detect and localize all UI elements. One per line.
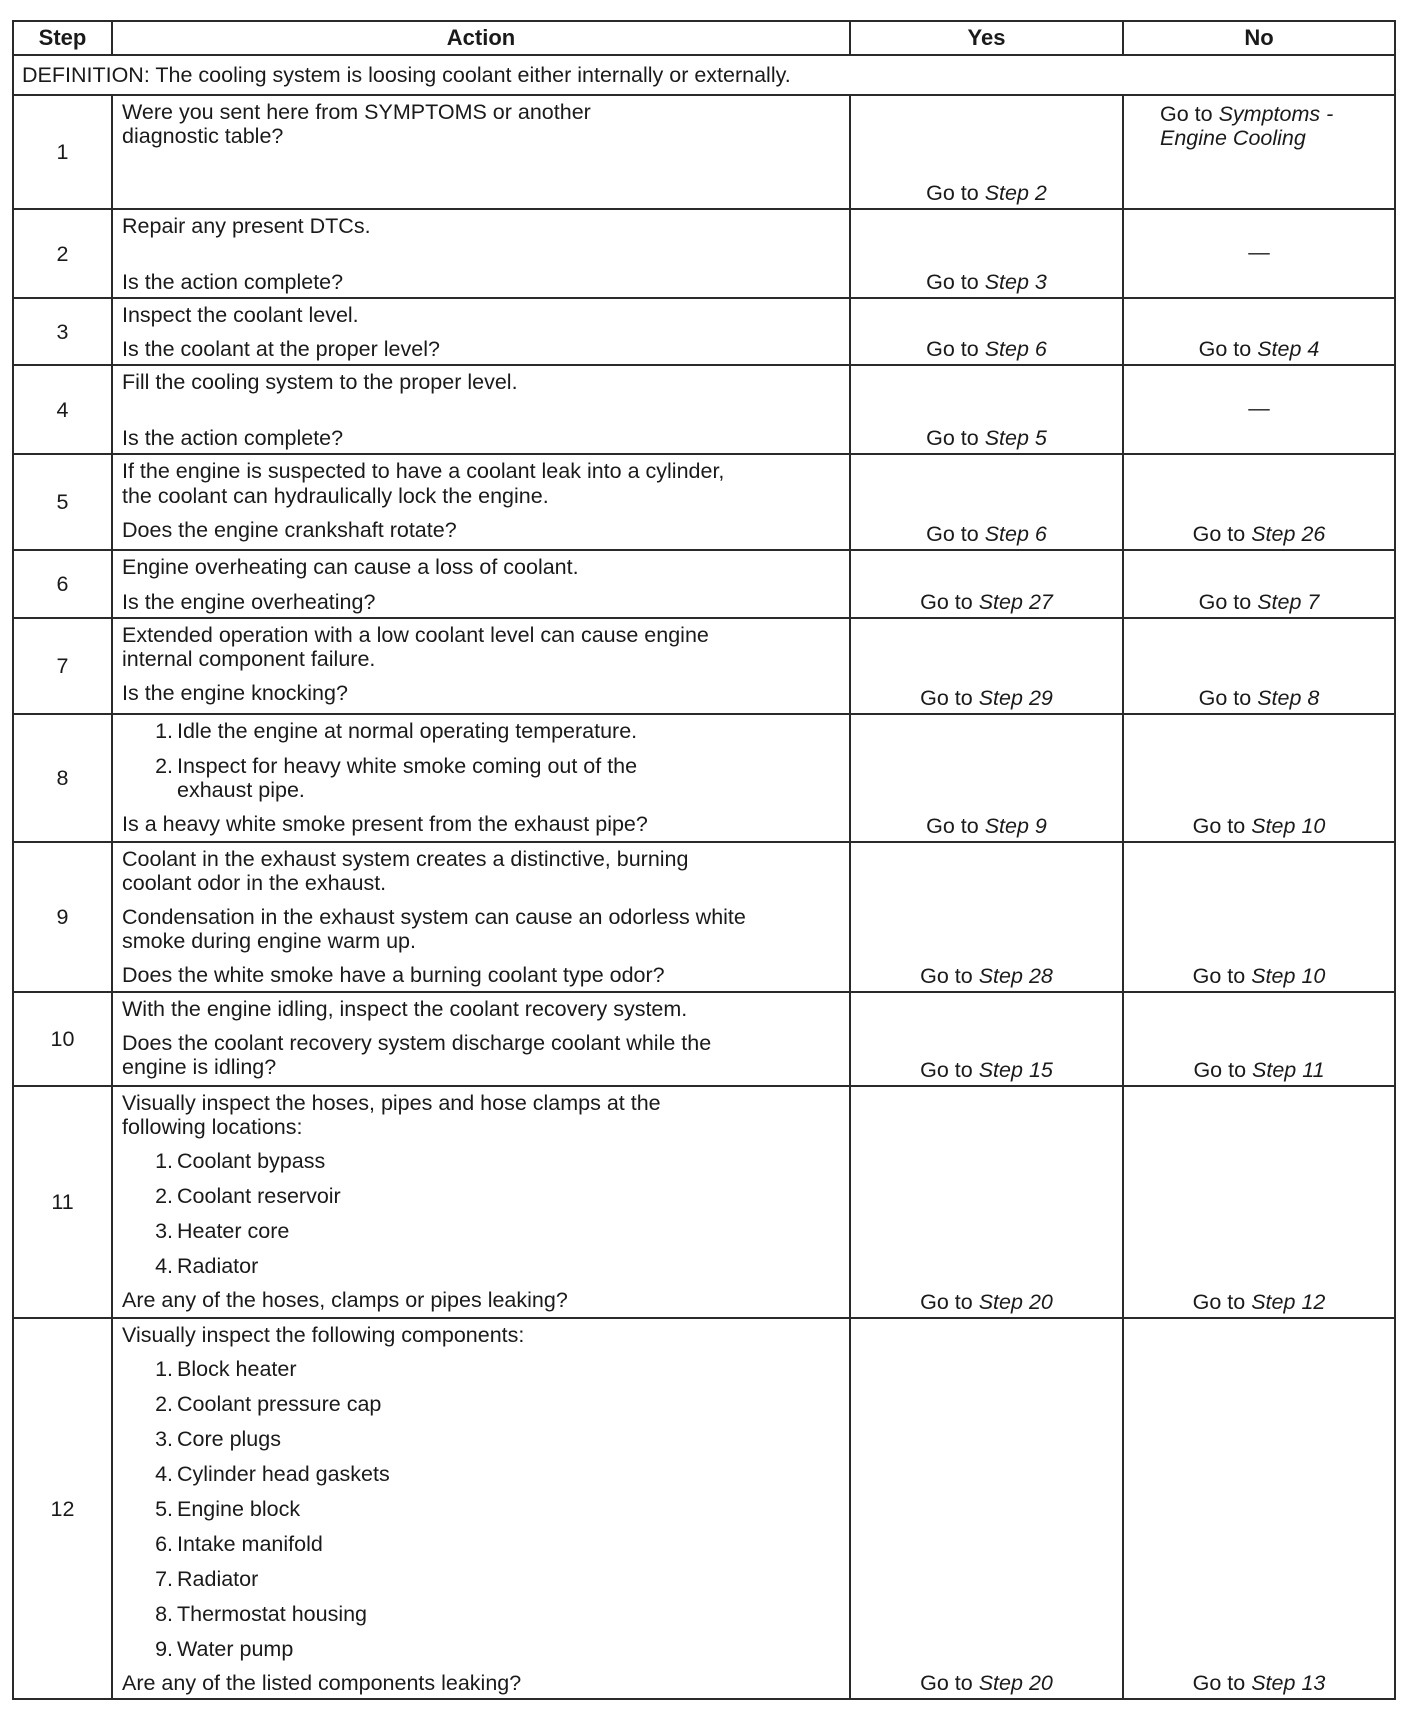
- yes-step-link[interactable]: 15: [1028, 1057, 1053, 1082]
- yes-cell: Go to Step 27: [850, 550, 1123, 617]
- table-row: [13, 365, 1395, 454]
- yes-step-link[interactable]: 2: [1034, 180, 1047, 205]
- yes-step-link[interactable]: 5: [1034, 426, 1047, 451]
- symptoms-link[interactable]: Symptoms -: [1218, 102, 1334, 126]
- yes-step-link[interactable]: 27: [1028, 589, 1053, 614]
- no-cell: Go to Step 11: [1123, 992, 1395, 1086]
- no-cell: —: [1123, 365, 1395, 454]
- action-text: Were you sent here from SYMPTOMS or another diagnostic table?: [122, 100, 591, 149]
- action-cell: Engine overheating can cause a loss of coolant. Is the engine overheating?: [112, 550, 850, 617]
- list-item: 3. Heater core: [155, 1218, 290, 1243]
- action-cell: Inspect the coolant level. Is the coolant at the proper level?: [112, 298, 850, 365]
- action-cell: With the engine idling, inspect the coolant recovery system. Does the coolant recovery system discharge coolant while the engine is idling?: [112, 992, 850, 1086]
- list-item: 1. Block heater: [155, 1356, 297, 1381]
- step-number: 3: [13, 298, 112, 365]
- step-number: 2: [13, 209, 112, 298]
- table-row: [13, 1086, 1395, 1318]
- yes-step-link[interactable]: 20: [1028, 1671, 1053, 1696]
- table-row: [13, 714, 1395, 842]
- no-cell: Go to Symptoms - Engine Cooling: [1123, 95, 1395, 209]
- header-no: No: [1123, 21, 1395, 55]
- yes-step-link[interactable]: 9: [1034, 813, 1047, 838]
- no-step-link[interactable]: 12: [1301, 1289, 1326, 1314]
- table-row: [13, 1318, 1395, 1700]
- no-step-link[interactable]: 13: [1301, 1671, 1326, 1696]
- step-number: 6: [13, 550, 112, 617]
- list-item: 4. Cylinder head gaskets: [155, 1461, 390, 1486]
- no-step-link[interactable]: 7: [1307, 589, 1320, 614]
- definition-text: DEFINITION: The cooling system is loosing coolant either internally or externally.: [13, 55, 1395, 95]
- no-cell: Go to Step 26: [1123, 454, 1395, 550]
- list-item: 9. Water pump: [155, 1637, 294, 1662]
- header-row: [13, 21, 1395, 55]
- list-item: 7. Radiator: [155, 1567, 259, 1592]
- yes-cell: Go to Step 2: [850, 95, 1123, 209]
- action-cell: If the engine is suspected to have a coolant leak into a cylinder, the coolant can hydraulically lock the engine. Does the engine crankshaft rotate?: [112, 454, 850, 550]
- list-item: 2. Coolant pressure cap: [155, 1391, 382, 1416]
- yes-step-link[interactable]: 3: [1034, 270, 1047, 295]
- list-item: 8. Thermostat housing: [155, 1602, 368, 1627]
- no-cell: Go to Step 10: [1123, 714, 1395, 842]
- list-item: 1. Idle the engine at normal operating temperature.: [155, 718, 638, 743]
- step-number: 8: [13, 714, 112, 842]
- step-number: 1: [13, 95, 112, 209]
- step-number: 5: [13, 454, 112, 550]
- list-item: 1. Coolant bypass: [155, 1148, 326, 1173]
- table-row: [13, 992, 1395, 1086]
- step-number: 4: [13, 365, 112, 454]
- list-item: 2. Coolant reservoir: [155, 1183, 341, 1208]
- yes-cell: Go to Step 15: [850, 992, 1123, 1086]
- yes-step-link[interactable]: 28: [1028, 963, 1053, 988]
- no-step-link[interactable]: 8: [1307, 685, 1320, 710]
- yes-cell: Go to Step 29: [850, 618, 1123, 714]
- step-number: 9: [13, 842, 112, 992]
- no-step-link[interactable]: 26: [1301, 522, 1326, 547]
- table-row: [13, 209, 1395, 298]
- list-item: 3. Core plugs: [155, 1426, 281, 1451]
- action-cell: [112, 95, 850, 209]
- no-step-link[interactable]: 4: [1307, 337, 1320, 362]
- header-action: Action: [112, 21, 850, 55]
- step-number: 11: [13, 1086, 112, 1318]
- header-yes: Yes: [850, 21, 1123, 55]
- action-cell: Fill the cooling system to the proper level. Is the action complete?: [112, 365, 850, 454]
- no-cell: Go to Step 10: [1123, 842, 1395, 992]
- table-row: [13, 618, 1395, 714]
- yes-cell: Go to Step 5: [850, 365, 1123, 454]
- action-cell: 1. Idle the engine at normal operating temperature. 2. Inspect for heavy white smoke coming out of the exhaust pipe. Is a heavy white smoke present from the exhaust pipe?: [112, 714, 850, 842]
- list-item: 4. Radiator: [155, 1254, 259, 1279]
- action-cell: Visually inspect the following components: 1. Block heater 2. Coolant pressure cap 3. Core plugs 4. Cylinder head gaskets 5. Engine block 6. Intake manifold 7. Radiator 8. Thermostat housing 9. Water pump Are any of the listed components leaking?: [112, 1318, 850, 1700]
- header-step: Step: [13, 21, 112, 55]
- no-cell: —: [1123, 209, 1395, 298]
- yes-cell: Go to Step 6: [850, 298, 1123, 365]
- table-row: [13, 842, 1395, 992]
- action-cell: Visually inspect the hoses, pipes and hose clamps at the following locations: 1. Coolant bypass 2. Coolant reservoir 3. Heater core 4. Radiator Are any of the hoses, clamps or pipes leaking?: [112, 1086, 850, 1318]
- no-cell: Go to Step 12: [1123, 1086, 1395, 1318]
- table-row: [13, 550, 1395, 617]
- yes-step-link[interactable]: 29: [1028, 685, 1053, 710]
- yes-cell: Go to Step 6: [850, 454, 1123, 550]
- no-step-link[interactable]: 10: [1301, 963, 1326, 988]
- yes-cell: Go to Step 28: [850, 842, 1123, 992]
- table-row: [13, 454, 1395, 550]
- step-number: 7: [13, 618, 112, 714]
- action-cell: Coolant in the exhaust system creates a distinctive, burning coolant odor in the exhaust. Condensation in the exhaust system can cause an odorless white smoke during engine warm up. Does the white smoke have a burning coolant type odor?: [112, 842, 850, 992]
- yes-cell: Go to Step 20: [850, 1318, 1123, 1700]
- step-number: 10: [13, 992, 112, 1086]
- no-cell: Go to Step 8: [1123, 618, 1395, 714]
- yes-cell: Go to Step 20: [850, 1086, 1123, 1318]
- no-cell: Go to Step 7: [1123, 550, 1395, 617]
- yes-step-link[interactable]: 6: [1034, 337, 1047, 362]
- yes-step-link[interactable]: 20: [1028, 1289, 1053, 1314]
- no-step-link[interactable]: 11: [1302, 1057, 1325, 1082]
- list-item: 5. Engine block: [155, 1497, 301, 1522]
- yes-cell: Go to Step 9: [850, 714, 1123, 842]
- engine-cooling-link[interactable]: Engine Cooling: [1160, 126, 1306, 151]
- table-row: [13, 298, 1395, 365]
- no-step-link[interactable]: 10: [1301, 813, 1326, 838]
- diagnostic-table: [12, 20, 1396, 1700]
- no-cell: Go to Step 13: [1123, 1318, 1395, 1700]
- yes-step-link[interactable]: 6: [1034, 522, 1047, 547]
- action-cell: Repair any present DTCs. Is the action complete?: [112, 209, 850, 298]
- diagnostic-document: [12, 20, 1396, 1700]
- yes-cell: Go to Step 3: [850, 209, 1123, 298]
- no-cell: Go to Step 4: [1123, 298, 1395, 365]
- definition-row: [13, 55, 1395, 95]
- step-number: 12: [13, 1318, 112, 1700]
- list-item: 6. Intake manifold: [155, 1532, 323, 1557]
- action-cell: Extended operation with a low coolant level can cause engine internal component failure. Is the engine knocking?: [112, 618, 850, 714]
- list-item: 2. Inspect for heavy white smoke coming out of the exhaust pipe.: [155, 753, 638, 802]
- table-row: [13, 95, 1395, 209]
